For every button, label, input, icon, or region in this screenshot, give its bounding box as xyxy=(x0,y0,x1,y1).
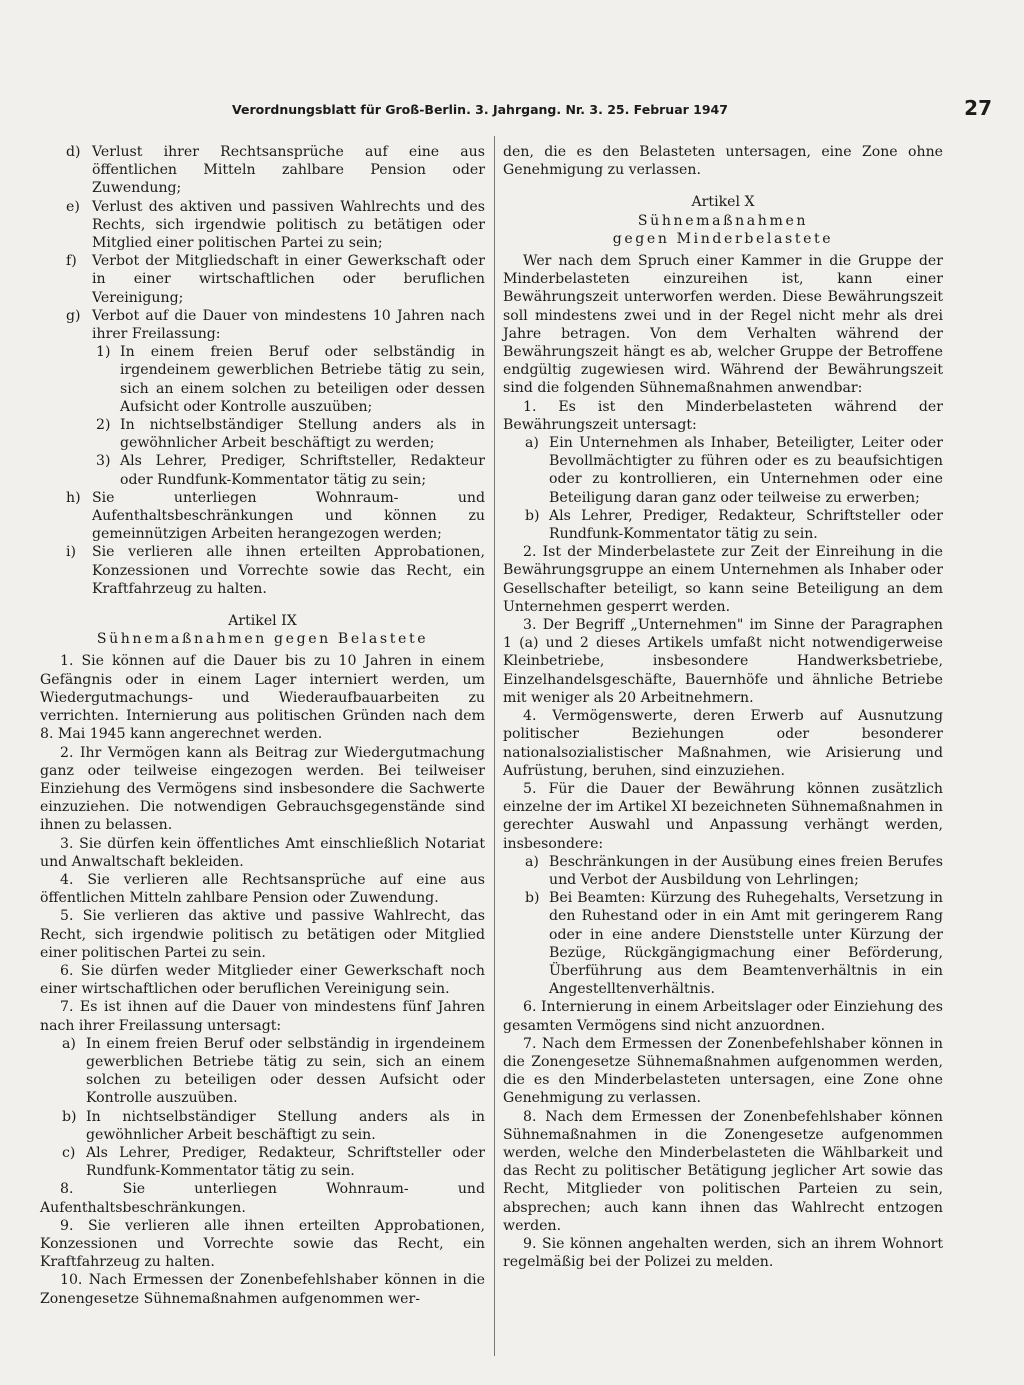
paragraph: 2. Ist der Minderbelastete zur Zeit der Einreihung in die Bewährungsgruppe an einem Unternehmen als Inhaber oder Gesellschafter beteiligt, so kann seine Beteiligung an dem Unternehmen gesperrt werden. xyxy=(503,544,943,615)
paragraph: 5. Für die Dauer der Bewährung können zusätzlich einzelne der im Artikel XI bezeichneten Sühnemaßnahmen in gerechter Auswahl und Anpassung verhängt werden, insbesondere: xyxy=(503,780,943,852)
paragraph: 6. Sie dürfen weder Mitglieder einer Gewerkschaft noch einer wirtschaftlichen oder beruflichen Vereinigung sein. xyxy=(40,962,485,998)
sub-item: 1) In einem freien Beruf oder selbständig in irgendeinem gewerblichen Betriebe tätig zu sein, sich an einem solchen zu beteiligen oder dessen Aufsicht oder Kontrolle auszuüben; xyxy=(96,344,485,415)
sub-item: b) In nichtselbständiger Stellung anders als in gewöhnlicher Arbeit beschäftigt zu sein. xyxy=(62,1108,485,1143)
running-title: Verordnungsblatt für Groß-Berlin. 3. Jahrgang. Nr. 3. 25. Februar 1947 xyxy=(232,102,728,117)
paragraph: 4. Vermögenswerte, deren Erwerb auf Ausnutzung politischer Beziehungen oder besonderer nationalsozialistischer Maßnahmen, wie Arisierung und Aufrüstung, beruhen, sind einzuziehen. xyxy=(503,708,943,779)
sub-item: a) Ein Unternehmen als Inhaber, Beteiligter, Leiter oder Bevollmächtigter zu führen oder es zu beaufsichtigen oder zu kontrollieren, ein Unternehmen oder eine Beteiligung daran ganz oder teilweise zu erwerben; xyxy=(525,435,943,506)
sub-item: a) Beschränkungen in der Ausübung eines freien Berufes und Verbot der Ausbildung von Lehrlingen; xyxy=(525,853,943,888)
sub-item: b) Als Lehrer, Prediger, Redakteur, Schriftsteller oder Rundfunk-Kommentator tätig zu sein. xyxy=(525,507,943,543)
article-title: Artikel IX xyxy=(228,613,297,630)
paragraph: 3. Der Begriff „Unternehmen" im Sinne der Paragraphen 1 (a) und 2 dieses Artikels umfaßt nicht notwendigerweise Kleinbetriebe, insbesondere Handwerksbetriebe, Einzelhandelsgeschäfte, Bauernhöfe und ähnliche Betriebe mit weniger als 20 Arbeitnehmern. xyxy=(503,617,943,706)
paragraph: 9. Sie können angehalten werden, sich an ihrem Wohnort regelmäßig bei der Polizei zu melden. xyxy=(503,1235,943,1271)
paragraph: 9. Sie verlieren alle ihnen erteilten Approbationen, Konzessionen und Vorrechte sowie das Recht, ein Kraftfahrzeug zu halten. xyxy=(40,1217,485,1271)
sub-item: 3) Als Lehrer, Prediger, Schriftsteller, Redakteur oder Rundfunk-Kommentator tätig zu sein; xyxy=(96,453,485,488)
article-subtitle: Sühnemaßnahmen xyxy=(637,212,809,229)
left-column xyxy=(40,143,485,1308)
paragraph: 1. Es ist den Minderbelasteten während der Bewährungszeit untersagt: xyxy=(503,398,943,433)
paragraph: 8. Sie unterliegen Wohnraum- und Aufenthaltsbeschränkungen. xyxy=(40,1181,485,1216)
list-item: e) Verlust des aktiven und passiven Wahlrechts und des Rechts, sich irgendwie politisch zu betätigen oder Mitglied einer politischen Partei zu sein; xyxy=(66,198,485,252)
column-divider xyxy=(494,136,495,1356)
list-item: h) Sie unterliegen Wohnraum- und Aufenthaltsbeschränkungen und können zu gemeinnützigen Arbeiten herangezogen werden; xyxy=(66,489,485,543)
paragraph: 10. Nach Ermessen der Zonenbefehlshaber können in die Zonengesetze Sühnemaßnahmen aufgenommen wer- xyxy=(40,1272,485,1307)
paragraph: 7. Nach dem Ermessen der Zonenbefehlshaber können in die Zonengesetze Sühnemaßnahmen aufgenommen werden, die es den Minderbelasteten untersagen, eine Zone ohne Genehmigung zu verlassen. xyxy=(503,1035,943,1107)
sub-item: b) Bei Beamten: Kürzung des Ruhegehalts, Versetzung in den Ruhestand oder in ein Amt mit geringerem Rang oder in eine andere Dienststelle unter Kürzung der Bezüge, Rückgängigmachung einer Beförderung, Überführung aus dem Beamtenverhältnis in ein Angestelltenverhältnis. xyxy=(525,890,943,998)
paragraph: 6. Internierung in einem Arbeitslager oder Einziehung des gesamten Vermögens sind nicht anzuordnen. xyxy=(503,999,943,1034)
article-subtitle: Sühnemaßnahmen gegen Belastete xyxy=(96,631,429,648)
paragraph: 5. Sie verlieren das aktive und passive Wahlrecht, das Recht, sich irgendwie politisch zu betätigen oder Mitglied einer politischen Partei zu sein. xyxy=(40,908,485,961)
sub-item: c) Als Lehrer, Prediger, Redakteur, Schriftsteller oder Rundfunk-Kommentator tätig zu sein. xyxy=(62,1144,485,1180)
sub-item: a) In einem freien Beruf oder selbständig in irgendeinem gewerblichen Betriebe tätig zu sein, sich an einem solchen zu beteiligen oder dessen Aufsicht oder Kontrolle auszuüben. xyxy=(62,1035,485,1107)
page-header xyxy=(232,96,992,120)
list-item: i) Sie verlieren alle ihnen erteilten Approbationen, Konzessionen und Vorrechte sowie das Recht, ein Kraftfahrzeug zu halten. xyxy=(66,544,485,597)
list-item: g) Verbot auf die Dauer von mindestens 10 Jahren nach ihrer Freilassung: xyxy=(66,307,485,343)
sub-item: 2) In nichtselbständiger Stellung anders als in gewöhnlicher Arbeit beschäftigt zu werden; xyxy=(96,417,485,452)
paragraph: 8. Nach dem Ermessen der Zonenbefehlshaber können Sühnemaßnahmen in die Zonengesetze aufgenommen werden, welche den Minderbelasteten die Wählbarkeit und das Recht zu politischer Betätigung jeglicher Art sowie das Recht, Mitglieder von politischen Parteien zu sein, absprechen; auch kann ihnen das Wahlrecht entzogen werden. xyxy=(503,1108,943,1234)
article-subtitle: gegen Minderbelastete xyxy=(612,230,834,247)
list-item: f) Verbot der Mitgliedschaft in einer Gewerkschaft oder in einer wirtschaftlichen oder beruflichen Vereinigung; xyxy=(66,253,485,306)
article-title: Artikel X xyxy=(691,194,755,211)
paragraph: den, die es den Belasteten untersagen, eine Zone ohne Genehmigung zu verlassen. xyxy=(503,144,943,179)
paragraph: 2. Ihr Vermögen kann als Beitrag zur Wiedergutmachung ganz oder teilweise eingezogen werden. Bei teilweiser Einziehung des Vermögens sind insbesondere die Sachwerte einzuziehen. Die notwendigen Gebrauchsgegenstände sind ihnen zu belassen. xyxy=(40,744,485,834)
paragraph: 7. Es ist ihnen auf die Dauer von mindestens fünf Jahren nach ihrer Freilassung untersagt: xyxy=(40,999,485,1034)
paragraph: 3. Sie dürfen kein öffentliches Amt einschließlich Notariat und Anwaltschaft bekleiden. xyxy=(40,835,485,870)
paragraph: 4. Sie verlieren alle Rechtsansprüche auf eine aus öffentlichen Mitteln zahlbare Pension oder Zuwendung. xyxy=(40,871,485,907)
list-item: d) Verlust ihrer Rechtsansprüche auf eine aus öffentlichen Mitteln zahlbare Pension oder Zuwendung; xyxy=(66,144,485,197)
right-column xyxy=(503,143,943,1271)
paragraph: Wer nach dem Spruch einer Kammer in die Gruppe der Minderbelasteten einzureihen ist, kann einer Bewährungszeit unterworfen werden. Diese Bewährungszeit soll mindestens zwei und in der Regel nicht mehr als drei Jahre betragen. Von dem Verhalten während der Bewährungszeit hängt es ab, welcher Gruppe der Betroffene endgültig zugewiesen wird. Während der Bewährungszeit sind die folgenden Sühnemaßnahmen anwendbar: xyxy=(503,253,943,397)
page-number: 27 xyxy=(964,96,992,120)
paragraph: 1. Sie können auf die Dauer bis zu 10 Jahren in einem Gefängnis oder in einem Lager interniert werden, um Wiedergutmachungs- und Wiederaufbauarbeiten zu verrichten. Internierung aus politischen Gründen nach dem 8. Mai 1945 kann angerechnet werden. xyxy=(40,653,485,743)
